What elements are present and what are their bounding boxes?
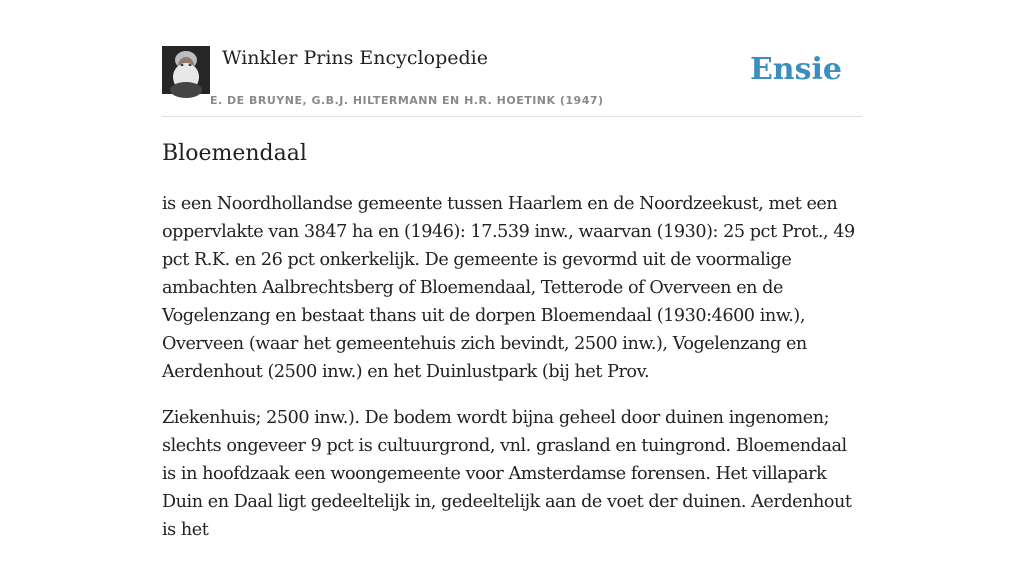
article-title: Bloemendaal	[162, 141, 307, 166]
article-paragraph: is een Noordhollandse gemeente tussen Haarlem en de Noordzeekust, met een oppervlakte van 3847 ha en (1946): 17.539 inw., waarvan (1930): 25 pct Prot., 49 pct R.K. en 26 pct onkerkelijk. De gemeente is gevormd uit de voormalige ambachten Aalbrechtsberg of Bloemendaal, Tetterode of Overveen en de Vogelenzang en bestaat thans uit de dorpen Bloemendaal (1930:4600 inw.), Overveen (waar het gemeentehuis zich bevindt, 2500 inw.), Vogelenzang en Aerdenhout (2500 inw.) en het Duinlustpark (bij het Prov.	[162, 194, 855, 382]
bearded-man-portrait-icon	[162, 46, 210, 94]
brand-logo[interactable]: Ensie	[749, 52, 842, 87]
book-title[interactable]: Winkler Prins Encyclopedie	[222, 47, 488, 69]
author-avatar[interactable]	[162, 46, 210, 94]
header	[162, 46, 862, 117]
book-authors: E. DE BRUYNE, G.B.J. HILTERMANN EN H.R. HOETINK (1947)	[210, 94, 604, 107]
article-paragraph: Ziekenhuis; 2500 inw.). De bodem wordt bijna geheel door duinen ingenomen; slechts ongeveer 9 pct is cultuurgrond, vnl. grasland en tuingrond. Bloemendaal is in hoofdzaak een woongemeente voor Amsterdamse forensen. Het villapark Duin en Daal ligt gedeeltelijk in, gedeeltelijk aan de voet der duinen. Aerdenhout is het	[162, 408, 852, 540]
article	[162, 138, 862, 562]
